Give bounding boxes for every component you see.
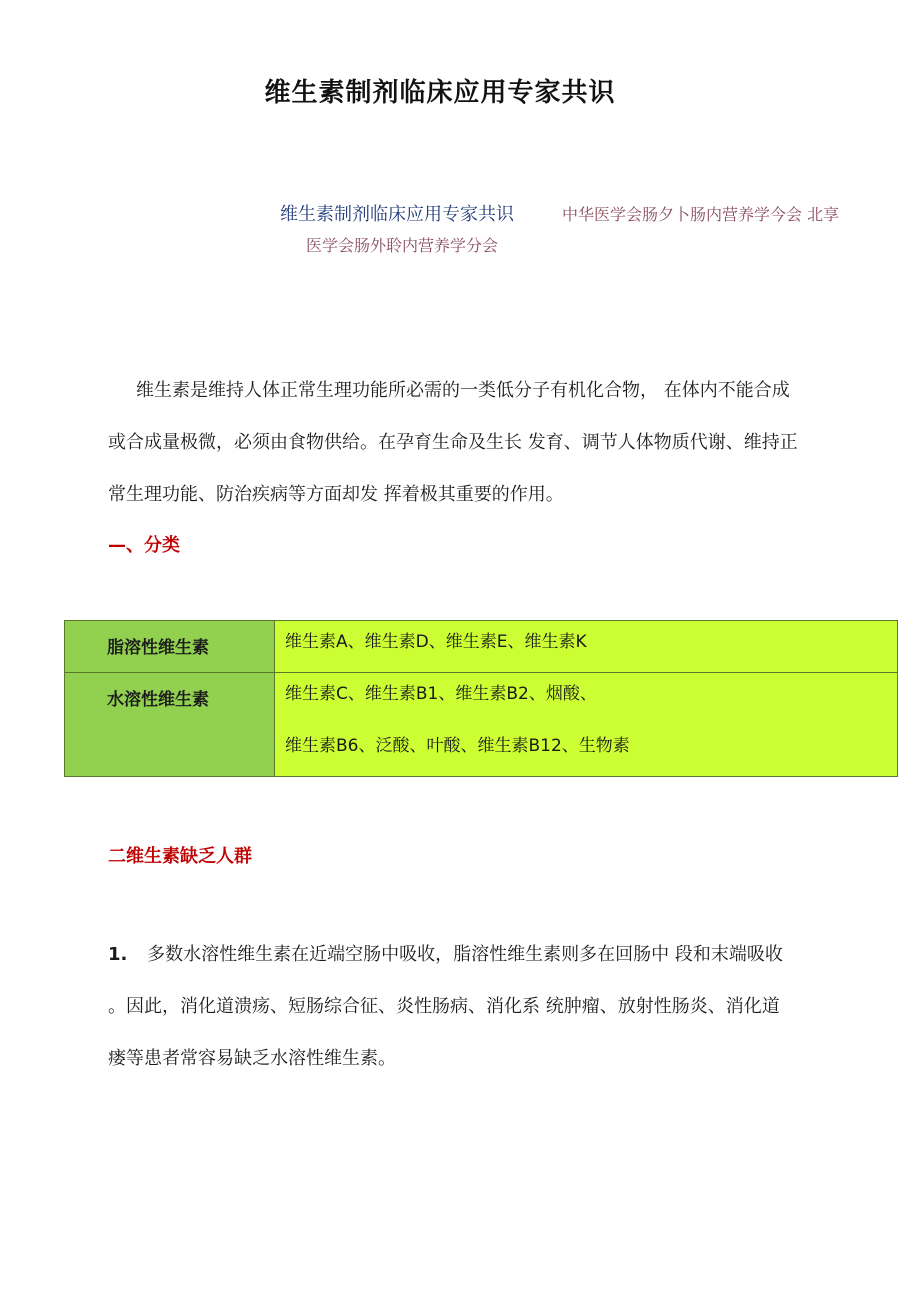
table-category-cell: 水溶性维生素 [65,673,275,777]
item1-line-3: 瘘等患者常容易缺乏水溶性维生素。 [108,1048,396,1069]
table-value-line: 维生素A、维生素D、维生素E、维生素K [285,632,587,652]
classification-table [64,620,898,777]
item1-line-1 [108,940,900,966]
table-row [65,673,898,777]
intro-line-3: 常生理功能、防治疾病等方面却发 挥着极其重要的作用。 [108,484,564,505]
table-value-cell [275,621,898,673]
table-value-line: 维生素B6、泛酸、叶酸、维生素B12、生物素 [285,736,630,756]
subtitle-main: 维生素制剂临床应用专家共识 [280,204,514,225]
item1-number: 1. [108,944,128,965]
table-value-cell [275,673,898,777]
document-title: 维生素制剂临床应用专家共识 [264,78,616,108]
intro-line-1: 维生素是维持人体正常生理功能所必需的一类低分子有机化合物， 在体内不能合成 [136,380,790,401]
table-row [65,621,898,673]
intro-line-2: 或合成量极微，必须由食物供给。在孕育生命及生长 发育、调节人体物质代谢、维持正 [108,432,798,453]
item1-line-2: 。因此，消化道溃疡、短肠综合征、炎性肠病、消化系 统肿瘤、放射性肠炎、消化道 [108,996,780,1017]
section1-heading: —、分类 [108,535,180,556]
table-value-line: 维生素C、维生素B1、维生素B2、烟酸、 [285,684,597,704]
item1-line-1-text: 多数水溶性维生素在近端空肠中吸收，脂溶性维生素则多在回肠中 段和末端吸收 [147,944,783,965]
table-category-cell: 脂溶性维生素 [65,621,275,673]
subtitle-org-line2: 医学会肠外聆内营养学分会 [306,236,499,255]
section2-heading: 二维生素缺乏人群 [108,846,252,867]
subtitle-org-line1: 中华医学会肠夕卜肠内营养学今会 北享 [562,205,840,224]
